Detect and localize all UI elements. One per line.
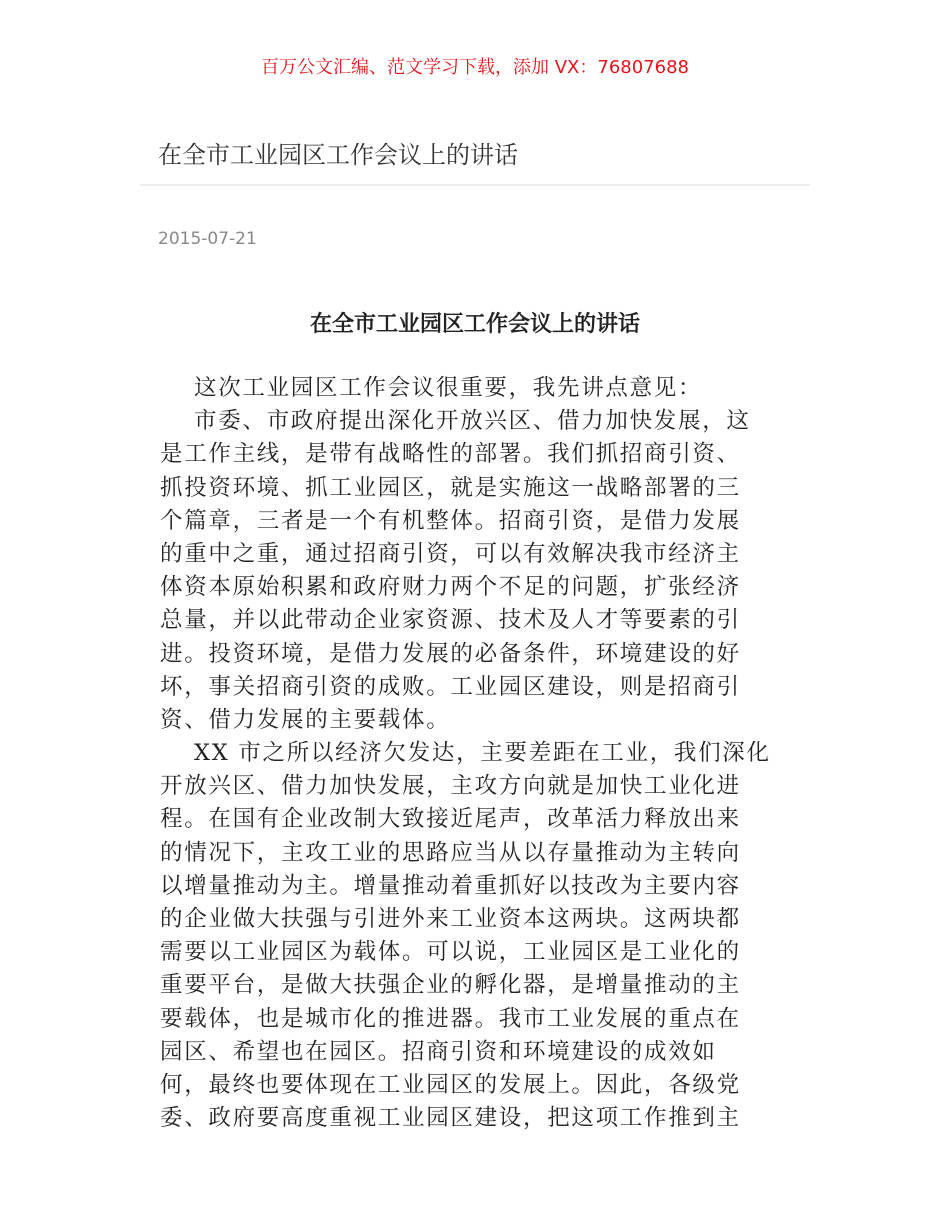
body-text-line: 园区、希望也在园区。招商引资和环境建设的成效如 <box>160 1038 717 1065</box>
body-text-line: 个篇章，三者是一个有机整体。招商引资，是借力发展 <box>160 507 741 534</box>
body-text-line: 何，最终也要体现在工业园区的发展上。因此，各级党 <box>160 1071 741 1098</box>
title-divider <box>140 184 810 186</box>
body-text-line: 需要以工业园区为载体。可以说，工业园区是工业化的 <box>160 939 741 966</box>
body-text-line: XX 市之所以经济欠发达，主要差距在工业，我们深化 <box>194 740 771 767</box>
body-text-line: 这次工业园区工作会议很重要，我先讲点意见： <box>194 375 703 401</box>
body-text-line: 体资本原始积累和政府财力两个不足的问题，扩张经济 <box>160 574 741 601</box>
article-heading: 在全市工业园区工作会议上的讲话 <box>309 312 640 337</box>
body-text-line: 重要平台，是做大扶强企业的孵化器，是增量推动的主 <box>160 972 741 999</box>
body-text-line: 的情况下，主攻工业的思路应当从以存量推动为主转向 <box>160 839 741 866</box>
body-text-line: 资、借力发展的主要载体。 <box>160 706 451 733</box>
page-title: 在全市工业园区工作会议上的讲话 <box>158 141 518 169</box>
body-text-line: 的企业做大扶强与引进外来工业资本这两块。这两块都 <box>160 906 741 932</box>
body-text-line: 的重中之重，通过招商引资，可以有效解决我市经济主 <box>160 540 741 567</box>
body-text-line: 抓投资环境、抓工业园区，就是实施这一战略部署的三 <box>160 474 741 501</box>
body-text-line: 委、政府要高度重视工业园区建设，把这项工作推到主 <box>160 1105 741 1132</box>
publish-date: 2015-07-21 <box>158 229 257 249</box>
body-text-line: 坏，事关招商引资的成败。工业园区建设，则是招商引 <box>160 673 741 700</box>
watermark-banner: 百万公文汇编、范文学习下载，添加 VX：76807688 <box>261 57 689 78</box>
article-body <box>160 372 800 1135</box>
body-text-line: 程。在国有企业改制大致接近尾声，改革活力释放出来 <box>160 806 741 833</box>
body-text-line: 是工作主线，是带有战略性的部署。我们抓招商引资、 <box>160 441 741 468</box>
body-text-line: 进。投资环境，是借力发展的必备条件，环境建设的好 <box>160 640 741 667</box>
body-text-line: 要载体，也是城市化的推进器。我市工业发展的重点在 <box>160 1005 741 1032</box>
body-text-line: 以增量推动为主。增量推动着重抓好以技改为主要内容 <box>160 872 741 899</box>
body-text-line: 开放兴区、借力加快发展，主攻方向就是加快工业化进 <box>160 773 741 800</box>
body-text-line: 总量，并以此带动企业家资源、技术及人才等要素的引 <box>160 607 741 634</box>
body-text-line: 市委、市政府提出深化开放兴区、借力加快发展，这 <box>194 408 751 435</box>
